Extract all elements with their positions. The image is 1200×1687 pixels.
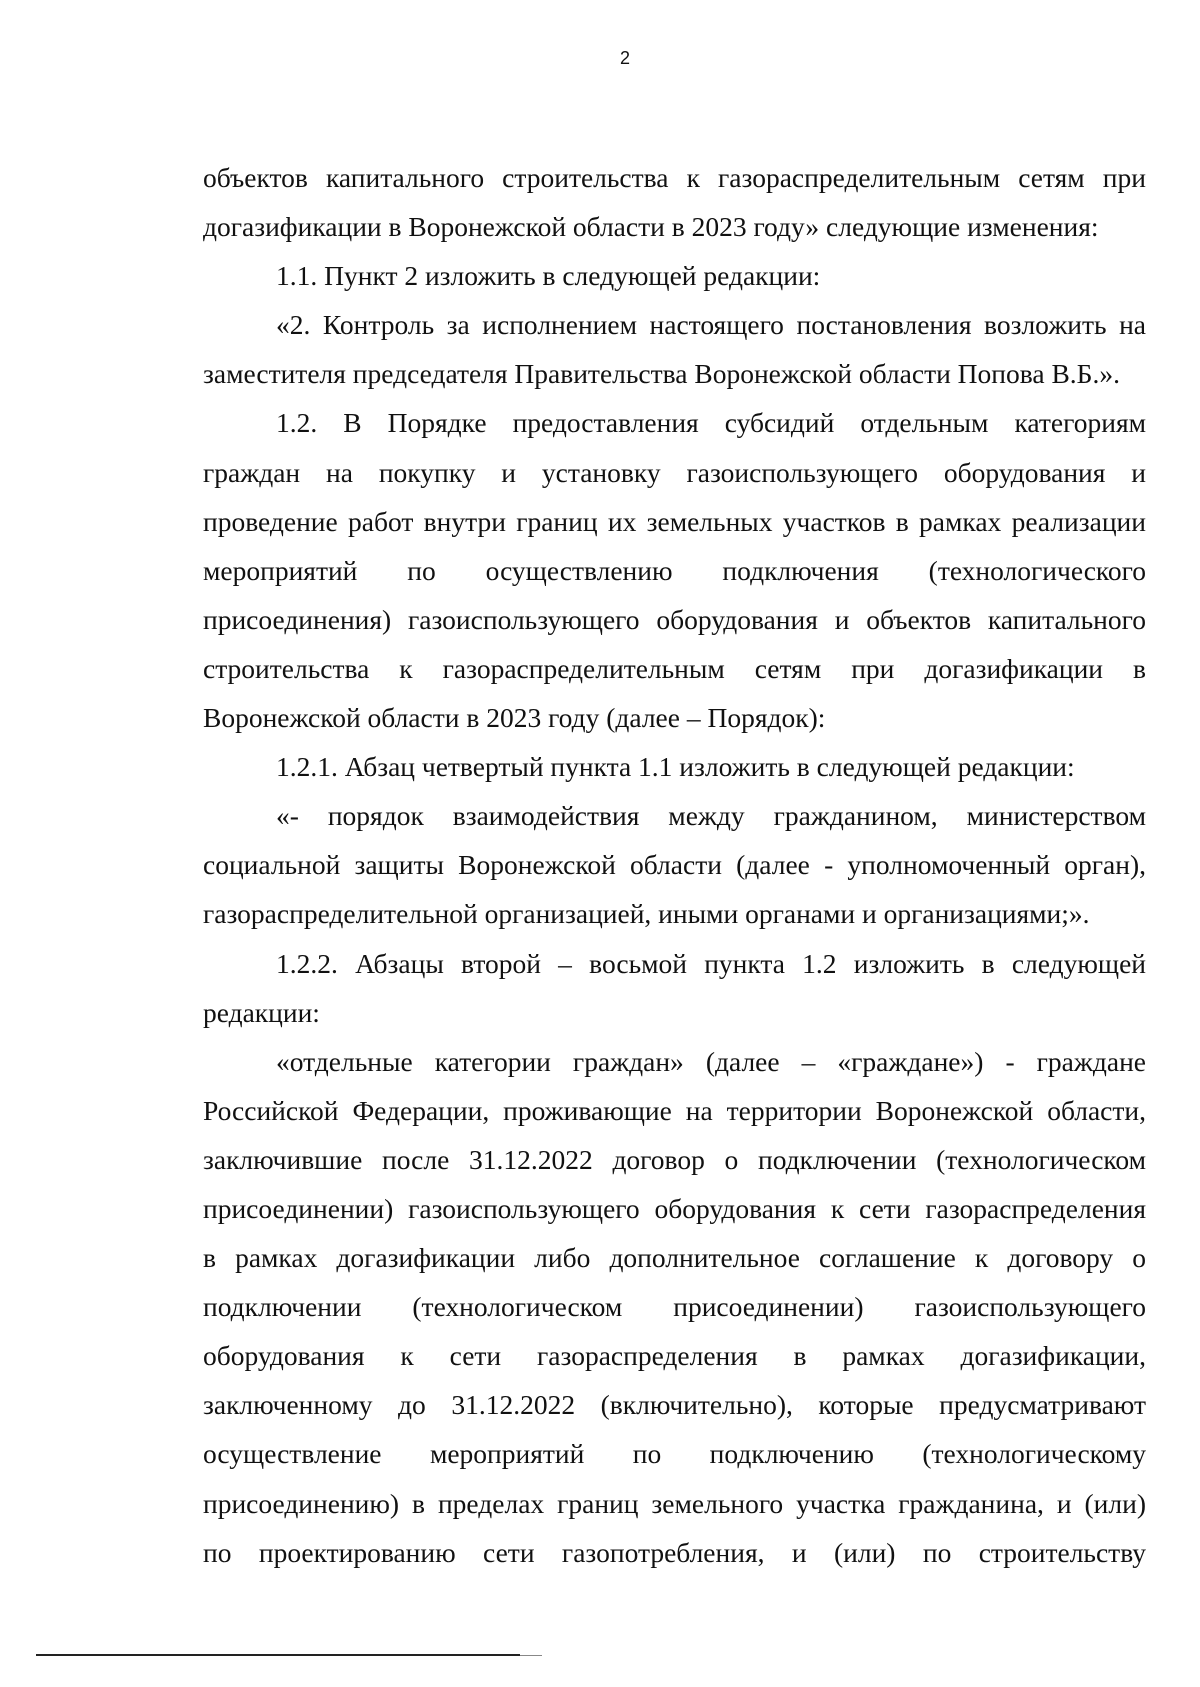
text-line: осуществление мероприятий по подключению (технологическому <box>203 1438 1146 1470</box>
text-line: объектов капитального строительства к газораспределительным сетям при <box>203 162 1146 193</box>
text-line: «- порядок взаимодействия между гражданином, министерством <box>276 800 1146 832</box>
text-line: «2. Контроль за исполнением настоящего постановления возложить на <box>276 309 1146 341</box>
text-line: граждан на покупку и установку газоиспользующего оборудования и <box>203 456 1146 488</box>
text-line: заместителя председателя Правительства Воронежской области Попова В.Б.». <box>203 358 1120 390</box>
document-body <box>203 153 1146 1577</box>
text-line: подключении (технологическом присоединении) газоиспользующего <box>203 1291 1146 1323</box>
footer-rule-tail <box>520 1655 542 1656</box>
text-line: оборудования к сети газораспределения в рамках догазификации, <box>203 1340 1146 1372</box>
text-line: строительства к газораспределительным сетям при догазификации в <box>203 652 1146 684</box>
text-line: 1.2.2. Абзацы второй – восьмой пункта 1.2 изложить в следующей <box>276 947 1146 979</box>
text-line: 1.2.1. Абзац четвертый пункта 1.1 изложить в следующей редакции: <box>276 751 1075 783</box>
text-line: заключенному до 31.12.2022 (включительно), которые предусматривают <box>203 1389 1146 1421</box>
text-line: мероприятий по осуществлению подключения (технологического <box>203 554 1146 586</box>
text-line: присоединения) газоиспользующего оборудования и объектов капитального <box>203 603 1146 635</box>
text-line: социальной защиты Воронежской области (далее - уполномоченный орган), <box>203 849 1146 881</box>
text-line: редакции: <box>203 996 320 1028</box>
text-line: проведение работ внутри границ их земельных участков в рамках реализации <box>203 505 1146 537</box>
text-line: Российской Федерации, проживающие на территории Воронежской области, <box>203 1094 1146 1126</box>
footer-rule <box>36 1654 520 1656</box>
text-line: присоединению) в пределах границ земельного участка гражданина, и (или) <box>203 1487 1146 1519</box>
text-line: по проектированию сети газопотребления, и (или) по строительству <box>203 1536 1146 1568</box>
text-line: присоединении) газоиспользующего оборудования к сети газораспределения <box>203 1192 1146 1224</box>
page-number: 2 <box>619 48 630 68</box>
text-line: газораспределительной организацией, иными органами и организациями;». <box>203 898 1090 930</box>
text-line: в рамках догазификации либо дополнительное соглашение к договору о <box>203 1242 1146 1274</box>
text-line: заключившие после 31.12.2022 договор о подключении (технологическом <box>203 1143 1146 1175</box>
text-line: 1.2. В Порядке предоставления субсидий отдельным категориям <box>276 407 1146 439</box>
text-line: 1.1. Пункт 2 изложить в следующей редакции: <box>276 260 821 292</box>
text-line: догазификации в Воронежской области в 2023 году» следующие изменения: <box>203 211 1099 243</box>
text-line: «отдельные категории граждан» (далее – «граждане») - граждане <box>276 1045 1146 1077</box>
text-line: Воронежской области в 2023 году (далее – Порядок): <box>203 702 826 734</box>
